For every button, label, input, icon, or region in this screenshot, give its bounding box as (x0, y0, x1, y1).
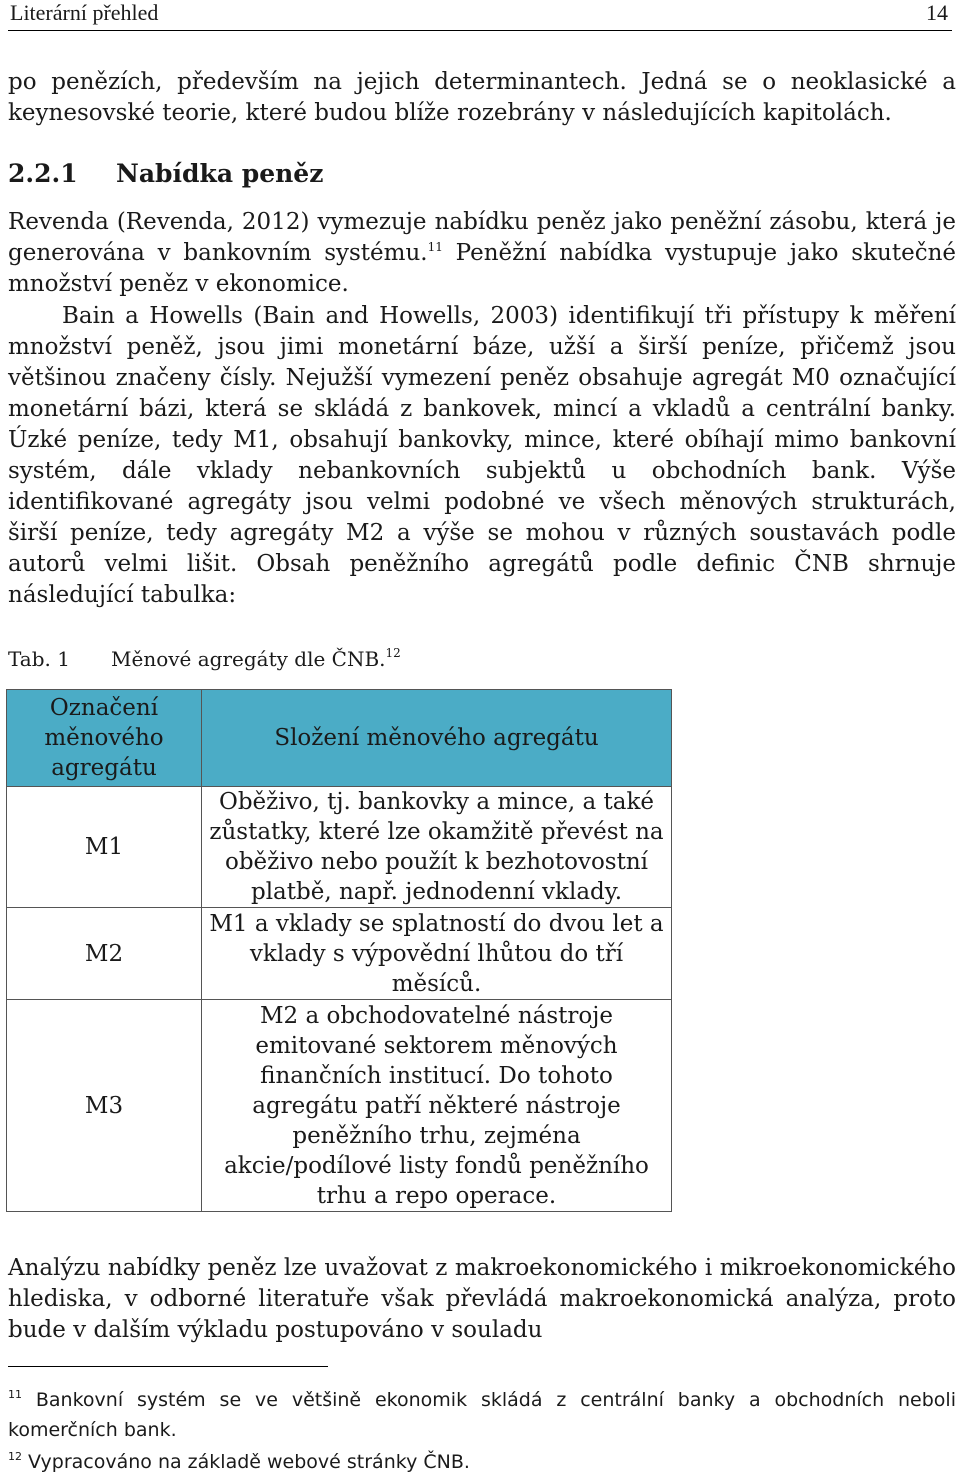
running-header (8, 0, 952, 31)
footnote-text: Vypracováno na základě webové stránky ČNB. (22, 1451, 470, 1473)
section-heading (8, 159, 323, 188)
intro-paragraph: po penězích, především na jejich determinantech. Jedná se o neoklasické a keynesovské teorie, které budou blíže rozebrány v následujících kapitolách. (8, 69, 956, 126)
table-caption (8, 647, 401, 671)
page-number: 14 (926, 0, 948, 25)
table-row (7, 787, 672, 908)
header-aggregate-code: Označení měnového agregátu (7, 690, 202, 787)
section-number: 2.2.1 (8, 159, 78, 188)
aggregate-code: M3 (7, 1000, 202, 1212)
table-caption-label: Tab. 1 (8, 647, 70, 671)
footnote-11 (8, 1385, 956, 1445)
table-row (7, 908, 672, 1000)
table-header-row (7, 690, 672, 787)
table-row (7, 1000, 672, 1212)
section-title: Nabídka peněz (116, 159, 324, 188)
aggregate-description: Oběživo, tj. bankovky a mince, a také zůstatky, které lze okamžitě převést na oběživo nebo použít k bezhotovostní platbě, např. jednodenní vklady. (202, 787, 672, 908)
aggregate-description: M2 a obchodovatelné nástroje emitované sektorem měnových finančních institucí. Do tohoto agregátu patří některé nástroje peněžního trhu, zejména akcie/podílové listy fondů peněžního trhu a repo operace. (202, 1000, 672, 1212)
paragraph-revenda-text-1: Revenda (Revenda, 2012) vymezuje nabídku peněz jako peněžní zásobu, která je generována v bankovním systému. (8, 209, 956, 266)
header-aggregate-composition: Složení měnového agregátu (202, 690, 672, 787)
paragraph-revenda (8, 207, 956, 300)
paragraph-revenda-text-2: Peněžní nabídka vystupuje jako skutečné množství peněz v ekonomice. (8, 240, 956, 297)
table-caption-title: Měnové agregáty dle ČNB. (111, 647, 386, 671)
footnote-number: 12 (8, 1450, 22, 1463)
footnote-12 (8, 1447, 956, 1477)
aggregate-code: M2 (7, 908, 202, 1000)
aggregate-code: M1 (7, 787, 202, 908)
aggregate-description: M1 a vklady se splatností do dvou let a vklady s výpovědní lhůtou do tří měsíců. (202, 908, 672, 1000)
footnote-ref-11: 11 (427, 240, 443, 254)
monetary-aggregates-table (6, 689, 672, 1212)
footnote-ref-12: 12 (385, 646, 401, 660)
footnote-text: Bankovní systém se ve většině ekonomik skládá z centrální banky a obchodních neboli komerčních bank. (8, 1389, 956, 1441)
footnote-divider (8, 1366, 328, 1367)
header-title: Literární přehled (10, 0, 159, 25)
paragraph-analysis: Analýzu nabídky peněz lze uvažovat z makroekonomického i mikroekonomického hlediska, v odborné literatuře však převládá makroekonomická analýza, proto bude v dalším výkladu postupováno v souladu (8, 1255, 956, 1343)
paragraph-bain-howells: Bain a Howells (Bain and Howells, 2003) identifikují tři přístupy k měření množství peněž, jsou jimi monetární báze, užší a širší peníze, přičemž jsou většinou značeny čísly. Nejužší vymezení peněz obsahuje agregát M0 označující monetární bázi, která se skládá z bankovek, mincí a vkladů a centrální banky. Úzké peníze, tedy M1, obsahují bankovky, mince, které obíhají mimo bankovní systém, dále vklady nebankovních subjektů u obchodních bank. Výše identifikované agregáty jsou velmi podobné ve všech měnových strukturách, širší peníze, tedy agregáty M2 a výše se mohou v různých soustavách podle autorů velmi lišit. Obsah peněžního agregátů podle definic ČNB shrnuje následující tabulka: (8, 303, 956, 608)
footnote-number: 11 (8, 1388, 22, 1401)
